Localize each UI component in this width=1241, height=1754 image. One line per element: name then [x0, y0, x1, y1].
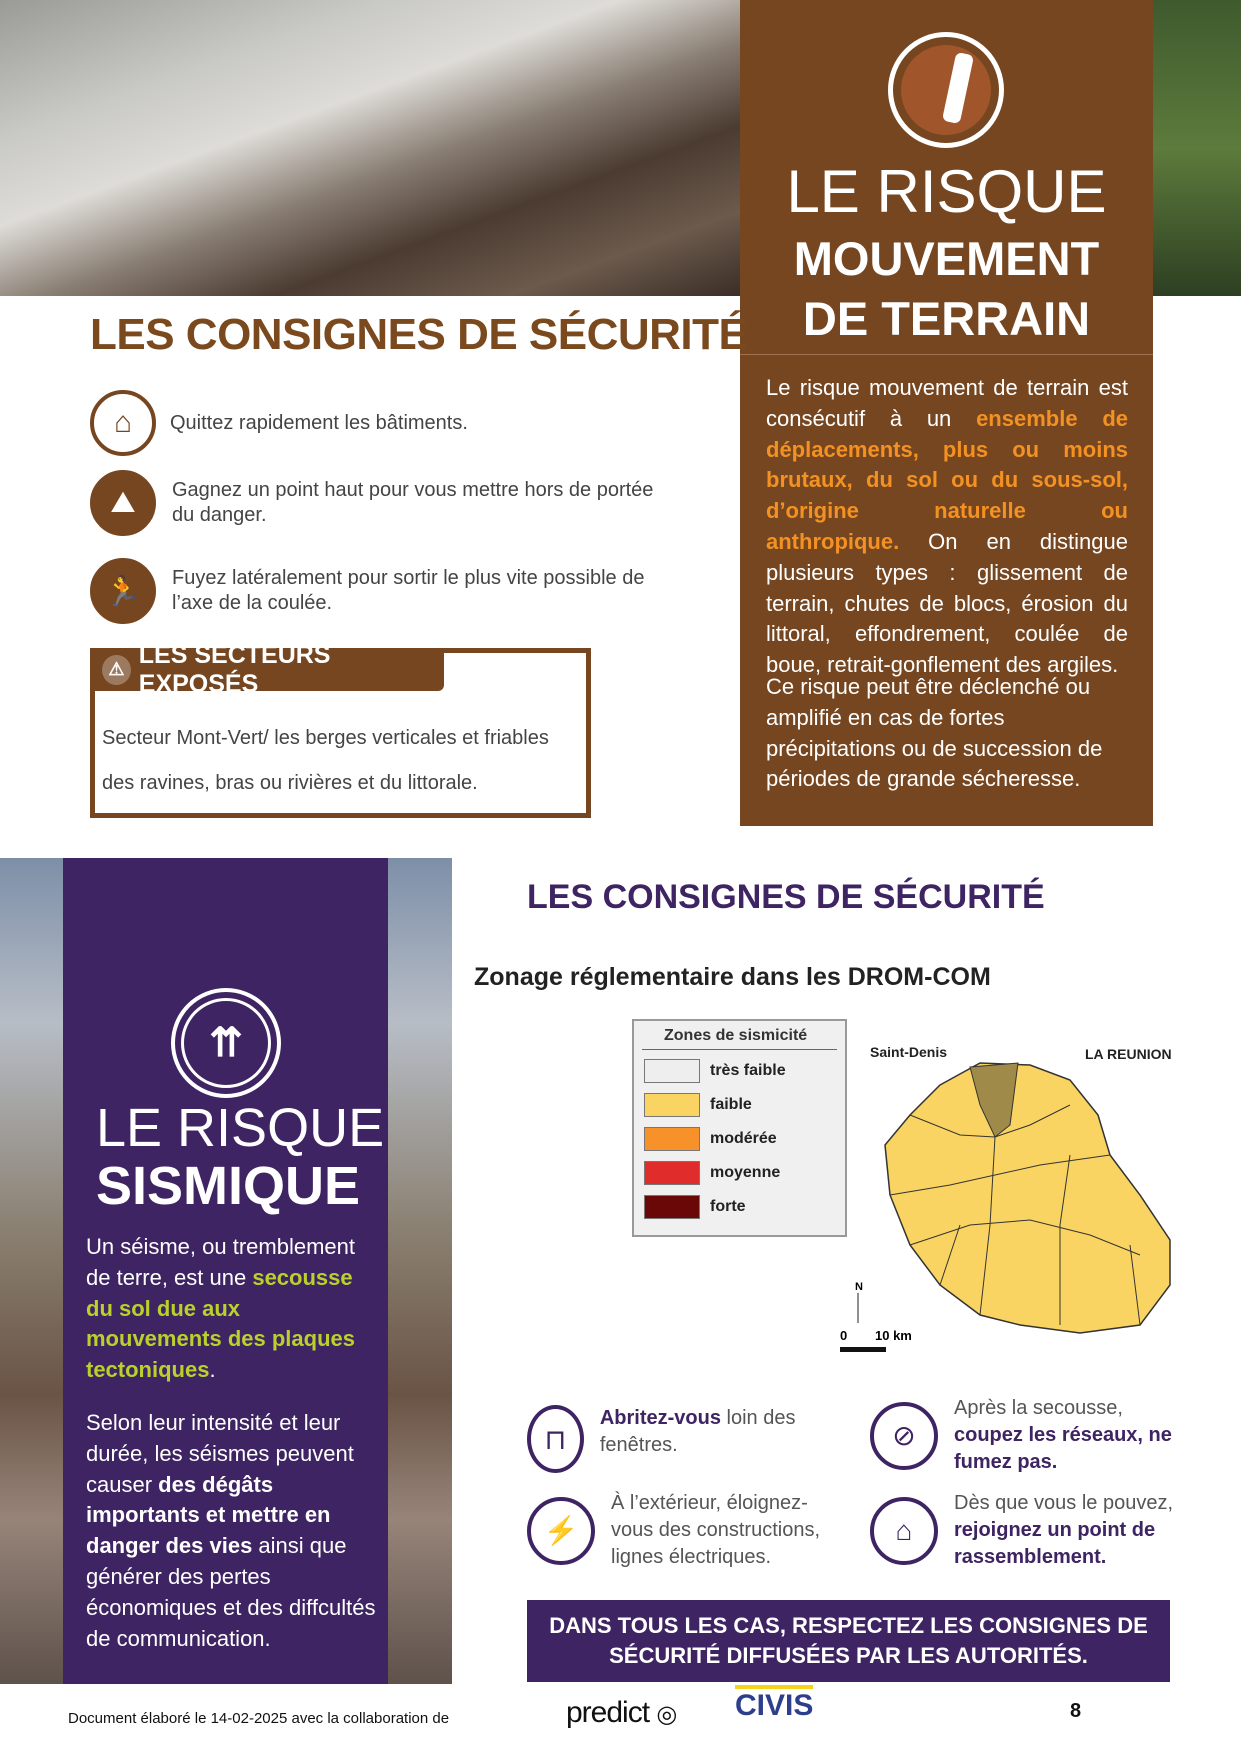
shelter-table-icon: ⊓ [527, 1405, 584, 1473]
secteurs-line2: des ravines, bras ou rivières et du littorale. [102, 772, 478, 794]
scale-start: 0 [840, 1328, 848, 1343]
reunion-island-shape [885, 1063, 1170, 1333]
legend-item [644, 1126, 845, 1152]
landslide-icon [888, 32, 1004, 148]
north-arrow-label: N [855, 1281, 863, 1293]
mouvement-intro: Le risque mouvement de terrain est consécutif à un ensemble de déplacements, plus ou moins brutaux, du sol ou du sous-sol, d’origine naturelle ou anthropique. On en distingue plusieurs types : glissement de terrain, chutes de blocs, érosion du littoral, effondrement, coulée de boue, retrait-gonflement des argiles. [766, 375, 1128, 678]
sismique-panel [63, 858, 388, 1684]
consigne-item [90, 390, 650, 456]
reunion-map [830, 1025, 1210, 1355]
consigne-text: Fuyez latéralement pour sortir le plus vite possible de l’axe de la coulée. [172, 567, 645, 614]
title-line3: DE TERRAIN [802, 292, 1091, 345]
no-gas-electricity-icon: ⊘ [870, 1402, 938, 1470]
city-label: Saint-Denis [870, 1044, 948, 1060]
legend-title: Zones de sismicité [642, 1021, 837, 1050]
consignes-title-mouvement: LES CONSIGNES DE SÉCURITÉ [90, 310, 748, 359]
legend-swatch [644, 1161, 700, 1185]
exit-building-icon: ⌂ [90, 390, 156, 456]
legend-label: faible [710, 1096, 752, 1113]
legend-item [644, 1058, 845, 1084]
mouvement-terrain-panel [740, 0, 1153, 826]
region-label: LA REUNION [1085, 1046, 1172, 1062]
consigne-item [90, 470, 670, 536]
sismique-consigne [527, 1490, 837, 1571]
warning-icon: ⚠ [102, 655, 131, 685]
authorities-banner: DANS TOUS LES CAS, RESPECTEZ LES CONSIGNES DE SÉCURITÉ DIFFUSÉES PAR LES AUTORITÉS. [527, 1600, 1170, 1682]
earthquake-icon: ⇈ [171, 988, 281, 1098]
legend-label: moyenne [710, 1164, 781, 1181]
consigne-text: Abritez-vous loin des fenêtres. [599, 1407, 796, 1456]
divider [740, 354, 1153, 355]
title-line1: LE RISQUE [786, 158, 1107, 225]
consigne-text: À l’extérieur, éloignez-vous des constructions, lignes électriques. [611, 1492, 820, 1568]
legend-label: très faible [710, 1062, 786, 1079]
legend-item [644, 1092, 845, 1118]
secteurs-title: LES SECTEURS EXPOSÉS [138, 640, 331, 698]
legend-swatch [644, 1195, 700, 1219]
title-line1: LE RISQUE [96, 1098, 385, 1158]
scale-bar [840, 1347, 886, 1352]
consigne-item [90, 558, 650, 624]
map-title: Zonage réglementaire dans les DROM-COM [474, 963, 991, 991]
consigne-text: Dès que vous le pouvez, rejoignez un point de rassemblement. [954, 1492, 1174, 1568]
consigne-text: Après la secousse, coupez les réseaux, ne fumez pas. [954, 1397, 1172, 1473]
secteurs-exposes-box [90, 640, 591, 818]
sismique-consigne [527, 1405, 827, 1473]
sismique-consigne [870, 1490, 1190, 1571]
predict-logo: predict ◎ [566, 1696, 677, 1729]
assembly-point-icon: ⌂ [870, 1497, 938, 1565]
legend-label: forte [710, 1198, 746, 1215]
legend-swatch [644, 1059, 700, 1083]
secteurs-header [90, 640, 444, 698]
sismique-effects: Selon leur intensité et leur durée, les séismes peuvent causer des dégâts importants et mettre en danger des vies ainsi que générer des pertes économiques et des diffcultés de communication. [86, 1410, 376, 1651]
high-ground-icon: ⛰ [90, 470, 156, 536]
sismique-intro: Un séisme, ou tremblement de terre, est une secousse du sol due aux mouvements des plaques tectoniques. [86, 1234, 355, 1383]
power-line-away-icon: ⚡ [527, 1497, 595, 1565]
sismique-consigne [870, 1395, 1190, 1476]
title-line2: SISMIQUE [96, 1156, 361, 1216]
legend-swatch [644, 1127, 700, 1151]
vegetation-photo [1153, 0, 1241, 296]
footer-text: Document élaboré le 14-02-2025 avec la collaboration de [68, 1710, 450, 1727]
civis-logo: CIVIS [735, 1685, 813, 1723]
legend-label: modérée [710, 1130, 777, 1147]
page-number: 8 [1070, 1700, 1082, 1722]
legend-item [644, 1194, 845, 1220]
secteurs-line1: Secteur Mont-Vert/ les berges verticales et friables [102, 727, 549, 749]
consigne-text: Quittez rapidement les bâtiments. [170, 411, 468, 434]
consignes-title-sismique: LES CONSIGNES DE SÉCURITÉ [527, 878, 1045, 916]
legend-item [644, 1160, 845, 1186]
scale-end: 10 km [875, 1328, 912, 1343]
map-legend [632, 1019, 847, 1237]
title-line2: MOUVEMENT [793, 232, 1100, 285]
mouvement-triggers: Ce risque peut être déclenché ou amplifié en cas de fortes précipitations ou de succession de périodes de grande sécheresse. [766, 674, 1103, 792]
consigne-text: Gagnez un point haut pour vous mettre hors de portée du danger. [172, 479, 654, 526]
landslide-road-photo [0, 0, 740, 296]
seismic-zoning-map [470, 955, 1210, 1375]
flee-sideways-icon: 🏃 [90, 558, 156, 624]
legend-swatch [644, 1093, 700, 1117]
